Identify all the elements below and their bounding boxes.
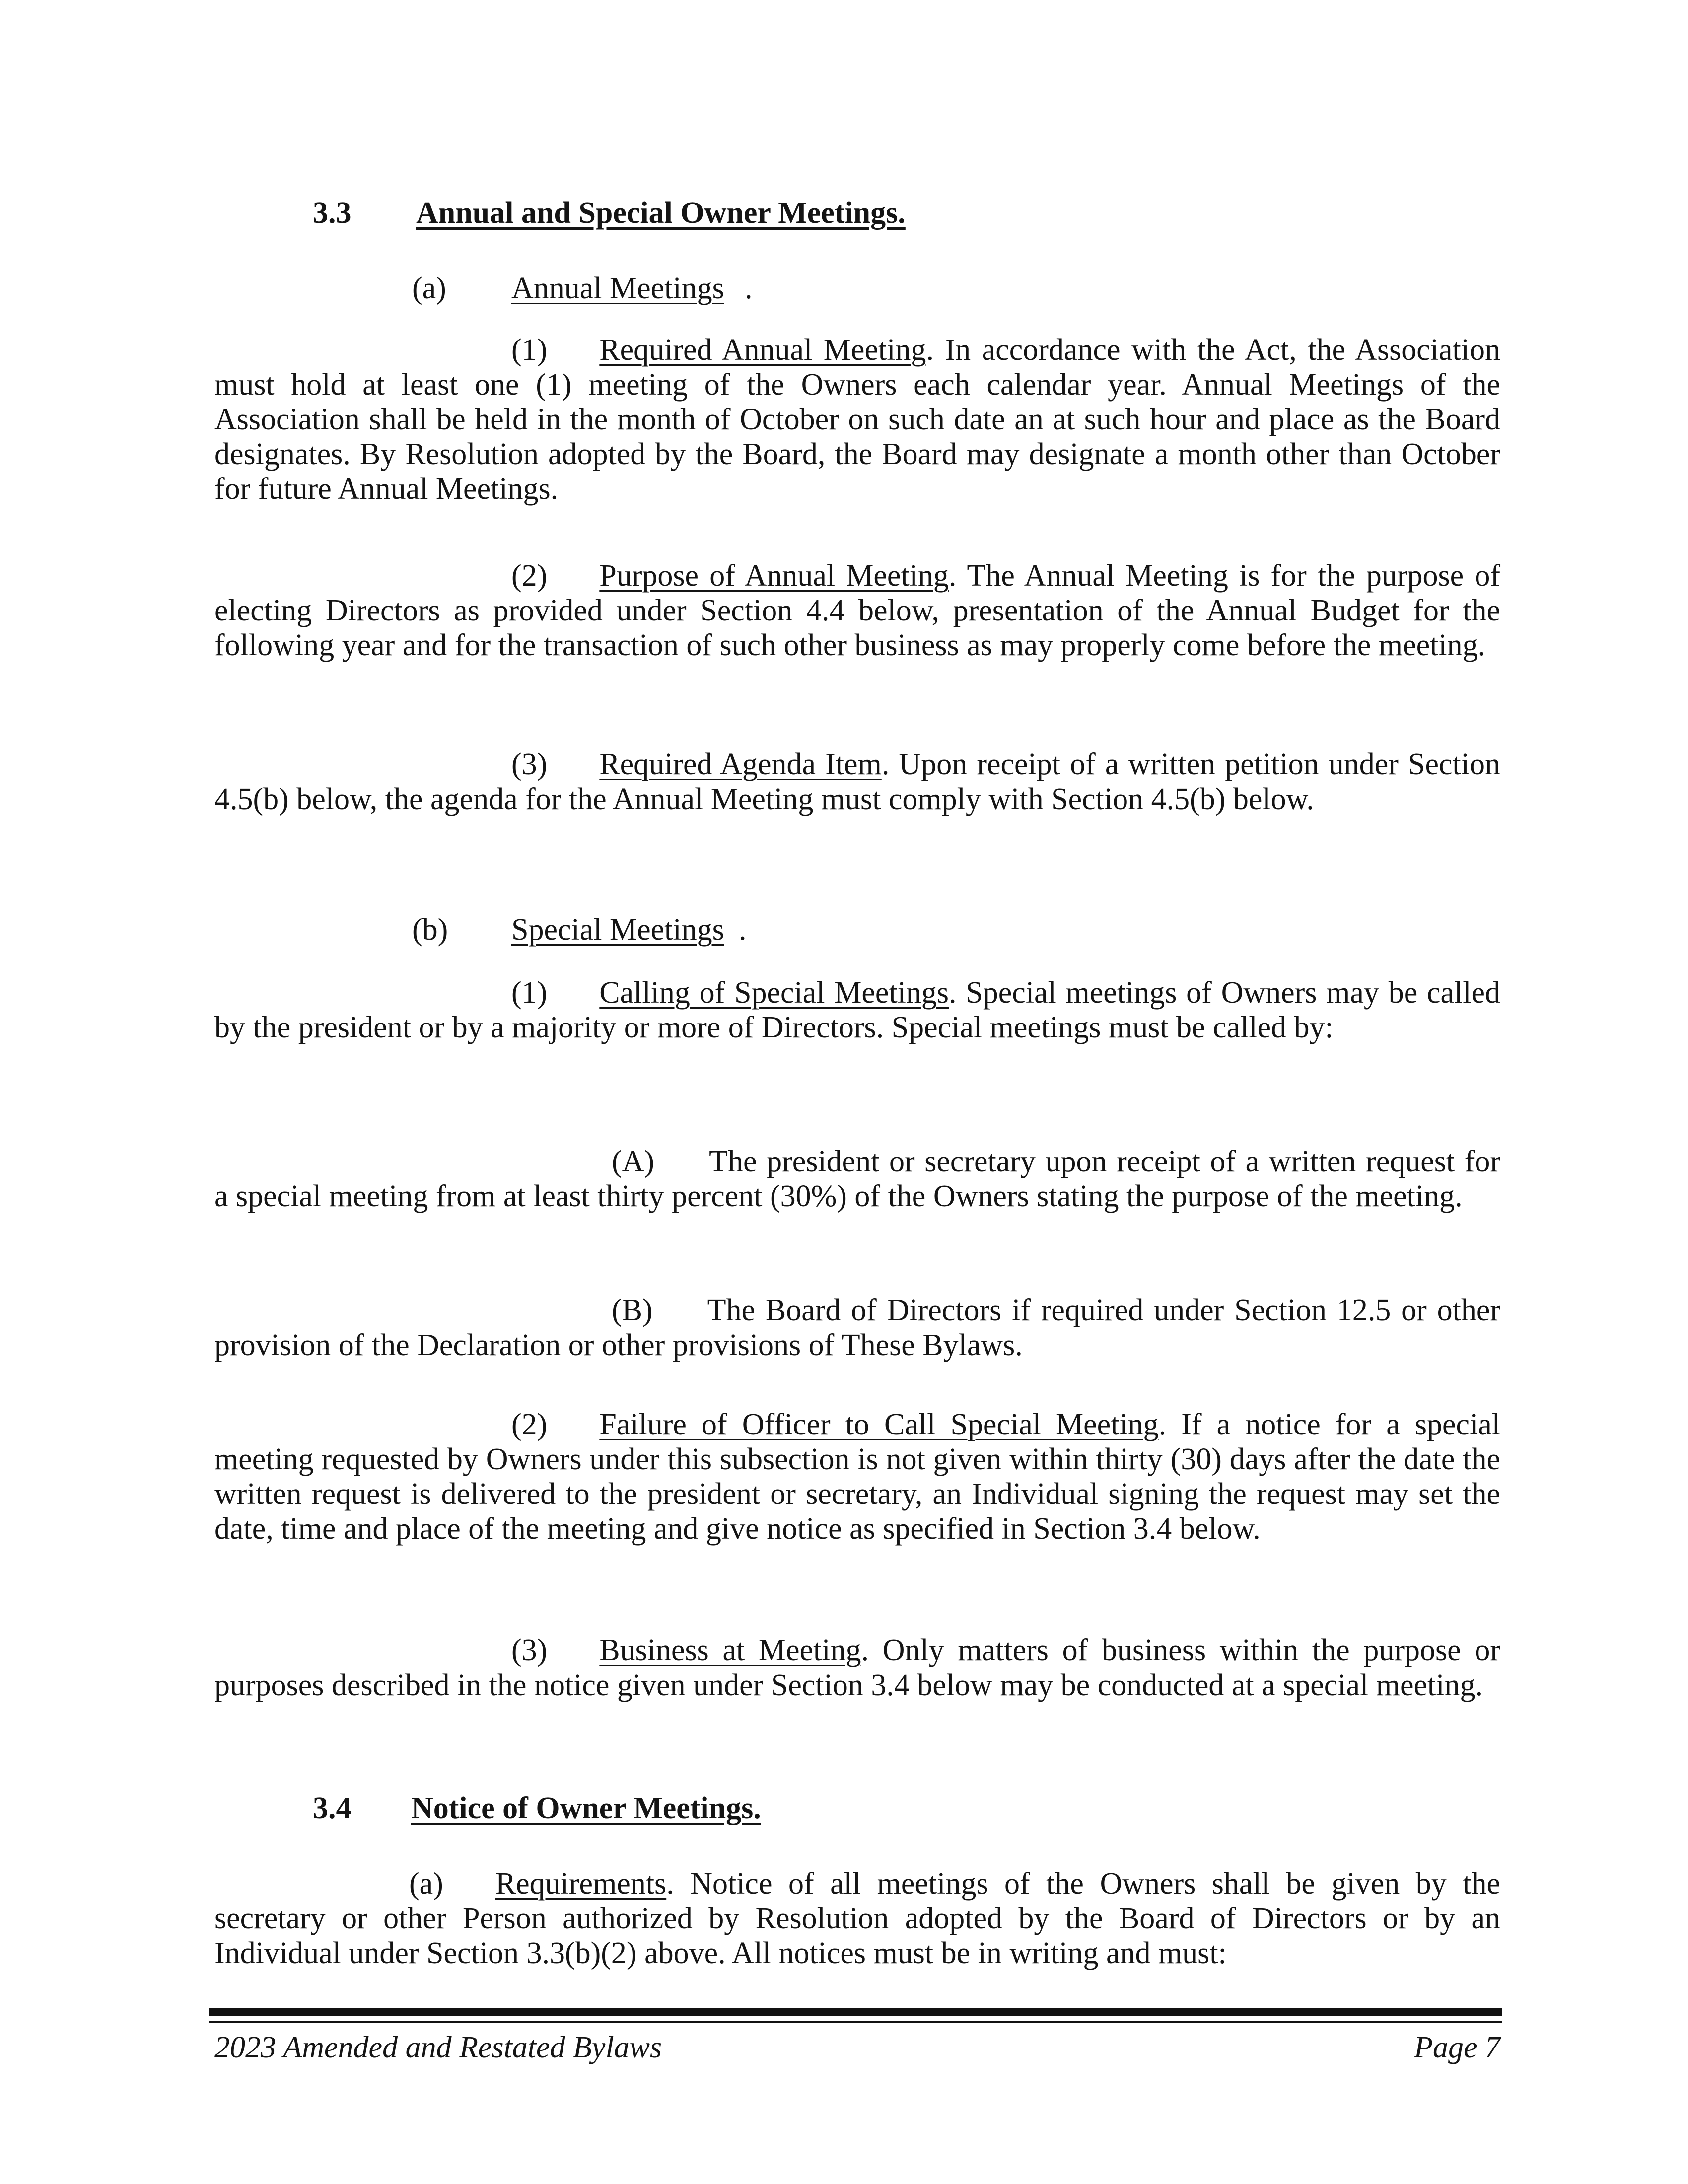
item-text: . Upon receipt of a written petition under Section 4.5(b) below, the agenda for the Annual Meeting must comply with Section 4.5(b) below. (214, 748, 1501, 816)
item-text: . Special meetings of Owners may be called by the president or by a majority or more of Directors. Special meetings must be called by: (214, 976, 1500, 1044)
paragraph-requirements (214, 1866, 1500, 1971)
subsection-label: (b) (412, 913, 448, 947)
item-text: . Notice of all meetings of the Owners shall be given by the secretary or other Person authorized by Resolution adopted by the Board of Directors or by an Individual under Section 3.3(b)(2) above. All notices must be in writing and must: (214, 1867, 1500, 1970)
footer-rule-thick (209, 2008, 1502, 2016)
item-label: (2) (511, 1408, 548, 1441)
item-text: The Board of Directors if required under Section 12.5 or other provision of the Declaration or other provisions of These Bylaws. (214, 1294, 1500, 1362)
paragraph-clause-b (214, 1293, 1500, 1363)
item-caption: Requirements (495, 1867, 667, 1901)
item-label: (3) (511, 1634, 548, 1667)
paragraph-business-at-meeting (214, 1633, 1500, 1703)
item-label: (A) (612, 1145, 655, 1178)
item-caption: Business at Meeting (599, 1634, 861, 1667)
item-caption: Calling of Special Meetings (599, 976, 949, 1010)
item-label: (3) (511, 748, 548, 781)
section-title: Notice of Owner Meetings. (411, 1791, 761, 1825)
item-caption: Required Agenda Item (599, 748, 882, 781)
item-label: (1) (511, 333, 548, 367)
paragraph-clause-a (214, 1144, 1500, 1214)
paragraph-required-annual-meeting (214, 333, 1500, 506)
section-number: 3.4 (313, 1791, 352, 1825)
item-label: (2) (511, 559, 548, 593)
item-label: (1) (511, 976, 548, 1010)
item-text: . In accordance with the Act, the Association must hold at least one (1) meeting of the Owners each calendar year. Annual Meetings of the Association shall be held in the month of October on such date an at such hour and place as the Board designates. By Resolution adopted by the Board, the Board may designate a month other than October for future Annual Meetings. (214, 333, 1500, 506)
section-title: Annual and Special Owner Meetings. (416, 196, 906, 230)
paragraph-failure-of-officer (214, 1407, 1500, 1546)
paragraph-calling-special-meetings (214, 975, 1500, 1045)
paragraph-required-agenda-item (214, 747, 1500, 817)
subsection-caption: Annual Meetings (511, 272, 724, 305)
footer-rule-thin (209, 2021, 1502, 2023)
section-number: 3.3 (313, 196, 352, 230)
footer-page-number: Page 7 (1414, 2031, 1500, 2064)
item-text: The president or secretary upon receipt of a written request for a special meeting from at least thirty percent (30%) of the Owners stating the purpose of the meeting. (214, 1145, 1500, 1213)
item-label: (a) (409, 1867, 443, 1901)
item-text: . Only matters of business within the purpose or purposes described in the notice given under Section 3.4 below may be conducted at a special meeting. (214, 1634, 1500, 1702)
item-text: . The Annual Meeting is for the purpose of electing Directors as provided under Section 4.4 below, presentation of the Annual Budget for the following year and for the transaction of such other business as may properly come before the meeting. (214, 559, 1500, 662)
item-caption: Failure of Officer to Call Special Meeting (599, 1408, 1159, 1441)
subsection-caption: Special Meetings (511, 913, 724, 947)
item-caption: Purpose of Annual Meeting (599, 559, 949, 593)
paragraph-purpose-annual-meeting (214, 558, 1500, 663)
footer-document-title: 2023 Amended and Restated Bylaws (214, 2031, 662, 2064)
item-text: . If a notice for a special meeting requested by Owners under this subsection is not given within thirty (30) days after the date the written request is delivered to the president or secretary, an Individual signing the request may set the date, time and place of the meeting and give notice as specified in Section 3.4 below. (214, 1408, 1500, 1546)
item-label: (B) (612, 1294, 653, 1327)
subsection-label: (a) (412, 272, 446, 305)
item-caption: Required Annual Meeting (599, 333, 926, 367)
